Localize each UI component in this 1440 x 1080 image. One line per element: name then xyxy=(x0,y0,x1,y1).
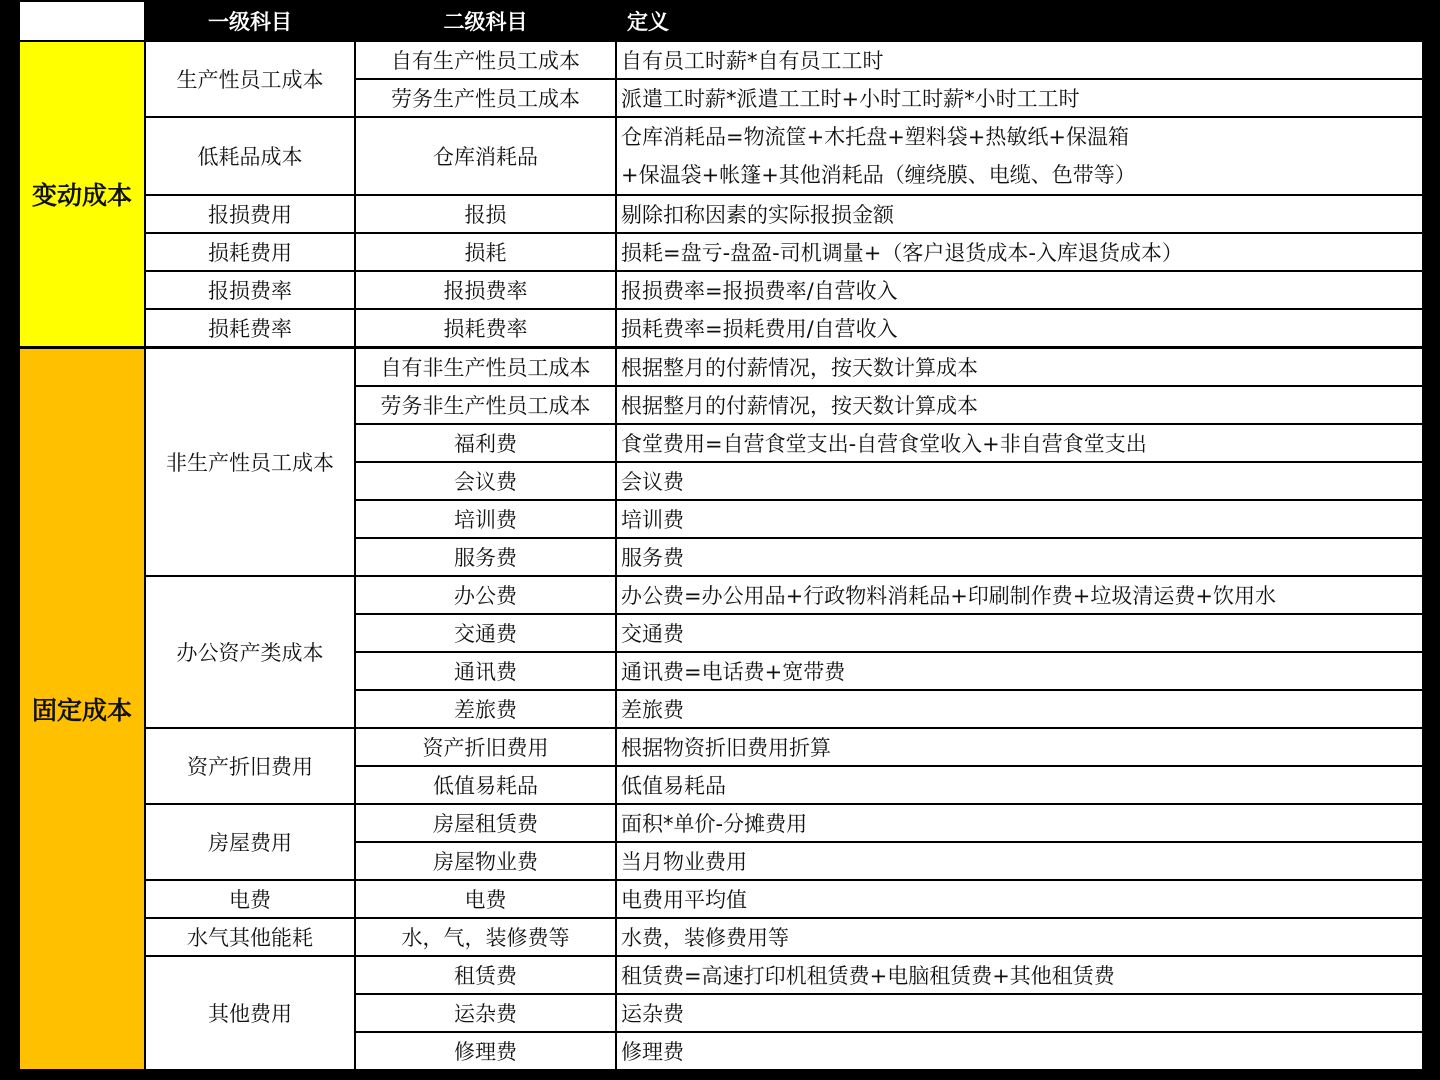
l1-cell[interactable]: 非生产性员工成本 xyxy=(145,348,355,577)
table-row xyxy=(19,956,1423,994)
l1-cell[interactable]: 报损费率 xyxy=(145,271,355,309)
l2-cell[interactable]: 房屋物业费 xyxy=(355,842,616,880)
definition-line-2: +保温袋+帐篷+其他消耗品（缠绕膜、电缆、色带等） xyxy=(621,163,1136,187)
definition-cell[interactable]: 根据物资折旧费用折算 xyxy=(616,728,1423,766)
l2-cell[interactable]: 损耗费率 xyxy=(355,309,616,348)
table-row xyxy=(19,804,1423,842)
table-row xyxy=(19,728,1423,766)
definition-cell[interactable]: 损耗费率=损耗费用/自营收入 xyxy=(616,309,1423,348)
l2-cell[interactable]: 运杂费 xyxy=(355,994,616,1032)
l1-cell[interactable]: 损耗费率 xyxy=(145,309,355,348)
definition-cell[interactable]: 交通费 xyxy=(616,614,1423,652)
table-row xyxy=(19,271,1423,309)
l1-cell[interactable]: 资产折旧费用 xyxy=(145,728,355,804)
l2-cell[interactable]: 低值易耗品 xyxy=(355,766,616,804)
l2-cell[interactable]: 福利费 xyxy=(355,424,616,462)
table-row xyxy=(19,309,1423,348)
table-row xyxy=(19,41,1423,79)
l2-cell[interactable]: 报损 xyxy=(355,195,616,233)
l1-cell[interactable]: 报损费用 xyxy=(145,195,355,233)
l2-cell[interactable]: 交通费 xyxy=(355,614,616,652)
table-row xyxy=(19,918,1423,956)
definition-cell[interactable] xyxy=(616,117,1423,195)
table-row xyxy=(19,348,1423,387)
header-l1[interactable]: 一级科目 xyxy=(145,1,355,41)
l2-cell[interactable]: 劳务非生产性员工成本 xyxy=(355,386,616,424)
definition-cell[interactable]: 服务费 xyxy=(616,538,1423,576)
l2-cell[interactable]: 会议费 xyxy=(355,462,616,500)
definition-cell[interactable]: 当月物业费用 xyxy=(616,842,1423,880)
l1-cell[interactable]: 房屋费用 xyxy=(145,804,355,880)
l2-cell[interactable]: 房屋租赁费 xyxy=(355,804,616,842)
header-definition[interactable]: 定义 xyxy=(616,1,1423,41)
category-fixed-cost[interactable]: 固定成本 xyxy=(19,348,145,1071)
definition-cell[interactable]: 租赁费=高速打印机租赁费+电脑租赁费+其他租赁费 xyxy=(616,956,1423,994)
header-l2[interactable]: 二级科目 xyxy=(355,1,616,41)
definition-cell[interactable]: 培训费 xyxy=(616,500,1423,538)
l1-cell[interactable]: 其他费用 xyxy=(145,956,355,1070)
definition-cell[interactable]: 损耗=盘亏-盘盈-司机调量+（客户退货成本-入库退货成本） xyxy=(616,233,1423,271)
l1-cell[interactable]: 损耗费用 xyxy=(145,233,355,271)
l2-cell[interactable]: 资产折旧费用 xyxy=(355,728,616,766)
definition-cell[interactable]: 根据整月的付薪情况，按天数计算成本 xyxy=(616,348,1423,387)
l2-cell[interactable]: 通讯费 xyxy=(355,652,616,690)
table-row xyxy=(19,195,1423,233)
definition-cell[interactable]: 低值易耗品 xyxy=(616,766,1423,804)
header-row xyxy=(19,1,1423,41)
definition-cell[interactable]: 会议费 xyxy=(616,462,1423,500)
l2-cell[interactable]: 自有生产性员工成本 xyxy=(355,41,616,79)
l2-cell[interactable]: 电费 xyxy=(355,880,616,918)
definition-cell[interactable]: 派遣工时薪*派遣工工时+小时工时薪*小时工工时 xyxy=(616,79,1423,117)
l1-cell[interactable]: 办公资产类成本 xyxy=(145,576,355,728)
definition-cell[interactable]: 修理费 xyxy=(616,1032,1423,1070)
category-variable-cost[interactable]: 变动成本 xyxy=(19,41,145,348)
definition-cell[interactable]: 剔除扣称因素的实际报损金额 xyxy=(616,195,1423,233)
l1-cell[interactable]: 低耗品成本 xyxy=(145,117,355,195)
l1-cell[interactable]: 生产性员工成本 xyxy=(145,41,355,117)
l2-cell[interactable]: 租赁费 xyxy=(355,956,616,994)
l2-cell[interactable]: 办公费 xyxy=(355,576,616,614)
definition-cell[interactable]: 办公费=办公用品+行政物料消耗品+印刷制作费+垃圾清运费+饮用水 xyxy=(616,576,1423,614)
l1-cell[interactable]: 电费 xyxy=(145,880,355,918)
definition-cell[interactable]: 报损费率=报损费率/自营收入 xyxy=(616,271,1423,309)
table-row xyxy=(19,880,1423,918)
l2-cell[interactable]: 损耗 xyxy=(355,233,616,271)
l2-cell[interactable]: 水，气，装修费等 xyxy=(355,918,616,956)
l2-cell[interactable]: 培训费 xyxy=(355,500,616,538)
l2-cell[interactable]: 修理费 xyxy=(355,1032,616,1070)
definition-cell[interactable]: 水费，装修费用等 xyxy=(616,918,1423,956)
definition-cell[interactable]: 食堂费用=自营食堂支出-自营食堂收入+非自营食堂支出 xyxy=(616,424,1423,462)
definition-cell[interactable]: 自有员工时薪*自有员工工时 xyxy=(616,41,1423,79)
l2-cell[interactable]: 劳务生产性员工成本 xyxy=(355,79,616,117)
l2-cell[interactable]: 差旅费 xyxy=(355,690,616,728)
cost-definition-table xyxy=(18,0,1424,1071)
definition-cell[interactable]: 根据整月的付薪情况，按天数计算成本 xyxy=(616,386,1423,424)
definition-line-1: 仓库消耗品=物流筐+木托盘+塑料袋+热敏纸+保温箱 xyxy=(621,125,1129,149)
table-row xyxy=(19,233,1423,271)
header-corner-cell[interactable] xyxy=(19,1,145,41)
table-row xyxy=(19,117,1423,195)
l2-cell[interactable]: 自有非生产性员工成本 xyxy=(355,348,616,387)
l1-cell[interactable]: 水气其他能耗 xyxy=(145,918,355,956)
definition-cell[interactable]: 差旅费 xyxy=(616,690,1423,728)
definition-cell[interactable]: 运杂费 xyxy=(616,994,1423,1032)
l2-cell[interactable]: 服务费 xyxy=(355,538,616,576)
definition-cell[interactable]: 电费用平均值 xyxy=(616,880,1423,918)
l2-cell[interactable]: 仓库消耗品 xyxy=(355,117,616,195)
l2-cell[interactable]: 报损费率 xyxy=(355,271,616,309)
definition-cell[interactable]: 通讯费=电话费+宽带费 xyxy=(616,652,1423,690)
definition-cell[interactable]: 面积*单价-分摊费用 xyxy=(616,804,1423,842)
table-row xyxy=(19,576,1423,614)
